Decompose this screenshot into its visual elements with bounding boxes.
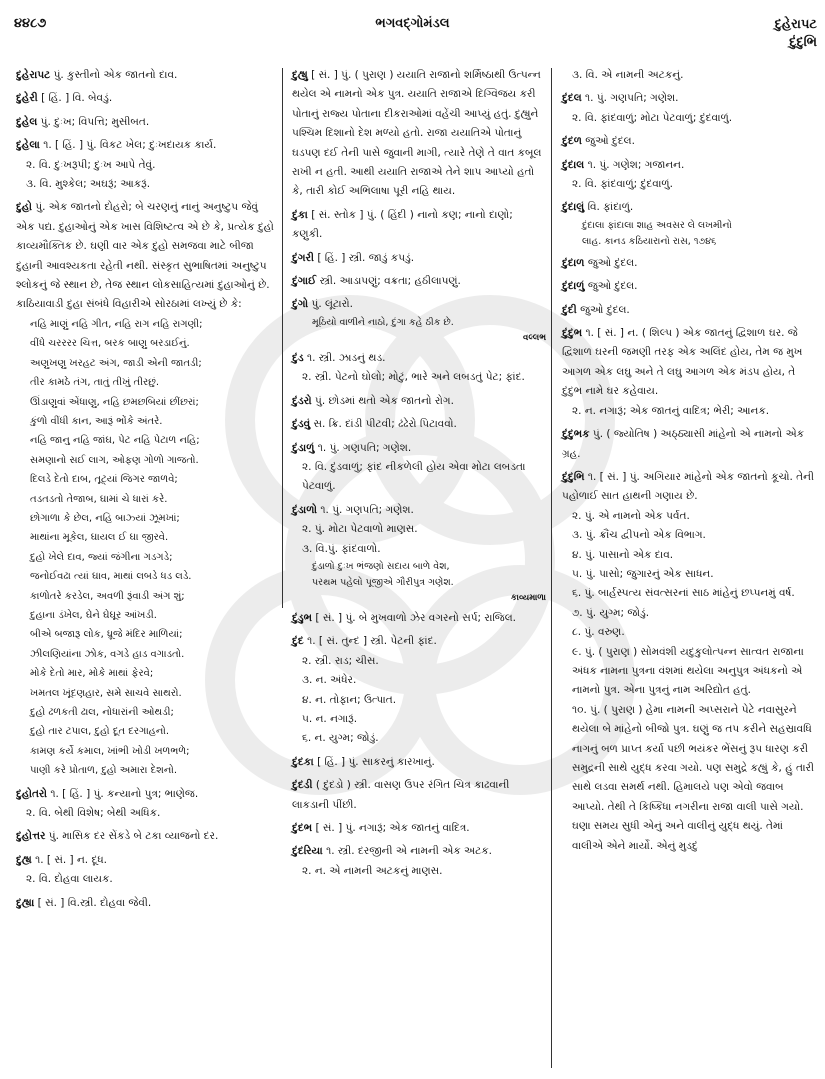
entry-headword: દુહેલ <box>16 115 38 128</box>
quoted-verse-line: સમણાનો સઈ લાગ, ઓફણ ગોળો ગાજતો. <box>30 454 199 466</box>
entry-sense: ૩. પું. ક્રૌંચ દ્વીપનો એક વિભાગ. <box>572 529 706 542</box>
entry-text: જુઓ દુંદલ. <box>587 256 638 269</box>
entry-sense: ૧૦. પું. ( પુરાણ ) હેમા નામની અપ્સરાને પેટે નવાસુરને થયેલા બે માંહેનો બીજો પુત્ર. ઘણું જ તપ કરીને સહસ્રાવધિ નાગનું બળ પ્રાપ્ત કર્યા પછી ભયંકર ભેંસનું રૂપ ધારણ કરી સમુદ્રની સાથે યુદ્ધ કરવા ગયો. પણ સમુદ્રે કહ્યું કે, હું તારી સાથે લડવા સમર્થ નથી. હિમાલયે પણ એવો જવાબ આપ્યો. તેથી તે કિષ્કિંધા નગરીના રાજા વાલી પાસે ગયો. ઘણા સમય સુધી એનું અને વાલીનું યુદ્ધ થયું. તેમાં વાલીએ એને માર્યો. એનું મુડદું <box>572 703 814 852</box>
dictionary-entry <box>292 609 546 628</box>
entry-text: [ સં. ] પું. ( પુરાણ ) યયાતિ રાજાનો શર્મિષ્ઠાથી ઉત્પન્ન થયેલ એ નામનો એક પુત્ર. યયાતિ રાજાએ દિગ્વિજય કરી પોતાનું રાજ્ય પોતાના દીકરાઓમાં વહેંચી આપ્યું હતું. દુહ્યુને પશ્ચિમ દિશાનો દેશ મળ્યો હતો. રાજા યયાતિએ પોતાનું ઘડપણ દઈ તેની પાસે જુવાની માગી, ત્યારે તેણે તે વાત કબૂલ રાખી ન હતી. આથી યયાતિ રાજાએ તેને શાપ આપ્યો હતો કે, તારી કોઈ અભિલાષા પૂરી નહિ થાય. <box>292 69 542 198</box>
entry-definition <box>292 249 546 268</box>
entry-headword: દુંડરો <box>292 394 312 407</box>
entry-sense: ૬. ન. યુગ્મ; જોડું. <box>302 732 379 745</box>
entry-headword: દુંકા <box>292 208 308 221</box>
entry-definition <box>292 501 546 520</box>
entry-headword: દુંદડી <box>292 779 313 792</box>
entry-definition <box>562 277 814 296</box>
entry-sense: ૨. પું. એ નામનો એક પર્વત. <box>572 509 690 522</box>
dictionary-entry <box>292 392 546 411</box>
guide-word-first: દુહેરાપટ <box>774 17 817 32</box>
verse-attribution: કાવ્યમાળા <box>510 592 546 603</box>
entry-sense: ૨. વિ. દુંડવાળું; ફાંદ નીકળેલી હોય એવા મોટા લબડતા પેટવાળું. <box>302 460 526 493</box>
entry-headword: દુંગરી <box>292 251 314 264</box>
dictionary-entry <box>16 66 276 85</box>
entry-text: પું. ( જ્યોતિષ ) અઠ્ઠ્યાસી માંહેનો એ નામનો એક ગ્રહ. <box>562 428 805 460</box>
entry-definition <box>562 132 814 151</box>
entry-text: ૧. [ હિં. ] પું. કન્યાનો પુત્ર; ભાણેજ. <box>50 787 199 800</box>
entry-headword: દુંદુભિ <box>562 470 585 483</box>
entry-headword: દુહોત્તર <box>16 830 46 843</box>
quoted-verse-line: ખમતલ ખૂંદણહાર, સમે સાચવે સાથરો. <box>30 687 182 699</box>
entry-sense: ૬. પું. બાર્હસ્પત્ય સંવત્સરનાં સાઠ માંહેનું છપ્પનમું વર્ષ. <box>572 587 795 600</box>
entry-headword: દુંદળ <box>562 135 582 148</box>
dictionary-entry <box>292 819 546 838</box>
entry-headword: દુંડવું <box>292 418 311 431</box>
entry-headword: દુંદુભક <box>562 428 590 441</box>
dictionary-entry <box>16 785 276 824</box>
entry-headword: દુંદાળું <box>562 280 585 293</box>
entry-text: ૧. પું. ગણેશ; ગજાનન. <box>587 158 685 171</box>
entry-sense: ૨. પું. મોટા પેટવાળો માણસ. <box>302 523 418 536</box>
dictionary-entry <box>292 753 546 772</box>
entry-text: પું. કુસ્તીનો એક જાતનો દાવ. <box>53 69 178 81</box>
dictionary-entry <box>16 827 276 846</box>
dictionary-entry <box>292 206 546 245</box>
entry-sense: ૨. સ્ત્રી. રાડ; ચીસ. <box>302 654 379 667</box>
entry-text: [ સં. સ્તોક ] પું. ( હિંદી ) નાનો કણ; નાનો દાણો; કણુકી. <box>292 208 513 241</box>
dictionary-entry <box>562 132 814 151</box>
entry-text: ૧. [ સં. ] ન. ( શિલ્પ ) એક જાતનું દ્વિશાળ ઘર. જે દ્વિશાળ ઘરની જમણી તરફ એક અલિંદ હોય, તેમ જ મુખ આગળ એક લઘુ અને તે લઘુ આગળ એક મંડપ હોય, તે દુંદુભ નામે ઘર કહેવાય. <box>562 327 803 398</box>
quoted-verse-line: દુહો ખેલે દાવ, જ્યાં જંગીના ગડગડે; <box>30 551 173 563</box>
entry-sense: ૭. પું. યુગ્મ; જોડું. <box>572 606 650 619</box>
entry-text: પું. માસિક દર સેંકડે બે ટકા વ્યાજનો દર. <box>48 830 219 843</box>
dictionary-entry <box>292 415 546 434</box>
entry-sense: ૫. પું. પાસો; જુગારનું એક સાધન. <box>572 567 714 580</box>
guide-word-last: દુંદુભિ <box>789 35 817 50</box>
entry-text: [ સં. ] વિ.સ્ત્રી. દોહવા જેવી. <box>37 896 152 909</box>
entry-definition <box>562 301 814 320</box>
entry-definition <box>562 198 814 217</box>
dictionary-entry <box>292 776 546 815</box>
dictionary-entry <box>562 324 814 421</box>
entry-definition <box>562 468 814 507</box>
entry-sense: ૮. પું. વરુણ. <box>572 626 625 639</box>
dictionary-entry <box>292 249 546 268</box>
quoted-verse-line: બીએ બજારૂ લોક, ધ્રૂજે મંદિર માળિયાં; <box>30 629 183 641</box>
entry-sense: ૪. પું. પાસાનો એક દાવ. <box>572 548 674 561</box>
quoted-verse-line: કામણ કર્યે કમાલ, ખાંભી ખોડી ખળભળે; <box>30 745 190 757</box>
entry-text: ૧. સ્ત્રી. દરજીની એ નામની એક અટક. <box>326 845 492 858</box>
entry-headword: દુહેરાપટ <box>16 69 51 81</box>
entry-headword: દુંદી <box>562 303 577 316</box>
entry-headword: દુંગાઈ <box>292 275 317 288</box>
entry-text: પું. એક જાતનો દોહરો; બે ચરણનું નાનું અનુષ્ટુપ જેવું એક પદ્ય. દુહાઓનું એક ખાસ વિશિષ્ટત્વ એ છે કે, પ્રત્યેક દુહો કાવ્યમૌક્તિક છે. ઘણી વાર એક દુહો સમજવા માટે બીજા દુહાની આવશ્યકતા રહેતી નથી. સંસ્કૃત સુભાષિતમાં અનુષ્ટુપ શ્લોકનું જે સ્થાન છે, તેજ સ્થાન લોકસાહિત્યમાં દુહાઓનું છે. કાઠિયાવાડી દુહા સંબંધે વિહારીએ સોરઠામાં લખ્યું છે કે: <box>16 201 274 311</box>
entry-headword: દુંદલ <box>562 92 582 105</box>
entry-text: ૧. પું. ગણપતિ; ગણેશ. <box>320 503 414 516</box>
dictionary-entry <box>292 66 546 202</box>
entry-sense: ૨. ન. નગારૂં; એક જાતનું વાદિત્ર; ભેરી; આનક. <box>572 404 770 417</box>
entry-text: [ હિં. ] પું. સાકરનું કારખાનું. <box>317 755 435 768</box>
entry-text: ૧. [ હિં. ] પું. વિકટ ખેલ; દુઃખદાયક કાર્ય. <box>43 139 217 152</box>
entry-sense: ૯. પું. ( પુરાણ ) સોમવંશી યદુકુલોત્પન્ન સાત્વત રાજાના અંધક નામના પુત્રના વંશમાં થયેલા અનુપુત્ર અંધકનો એ નામનો પુત્ર. એના પુત્રનું નામ અરિદ્યોત હતું. <box>572 645 804 697</box>
dictionary-entry <box>16 894 276 913</box>
entry-sense: ૨. વિ. ફાંદવાળું; મોટા પેટવાળું; દુંદવાળું. <box>572 111 733 124</box>
verse-attribution: વલ્લભ <box>523 332 546 343</box>
guide-words <box>775 16 817 52</box>
column-right <box>552 66 814 1066</box>
dictionary-entry <box>292 632 546 748</box>
entry-headword: દુહ્યુ <box>292 69 308 81</box>
entry-headword: દુહો <box>16 201 32 214</box>
entry-definition <box>292 272 546 291</box>
entry-definition <box>16 66 276 85</box>
dictionary-entry <box>292 501 546 605</box>
quoted-verse-line: લાહ. કાનડ કઠિયારાનો રાસ, ૧૭૪૬ <box>582 235 717 247</box>
entry-sense: ૪. ન. તોફાન; ઉત્પાત. <box>302 693 397 706</box>
entry-headword: દુહોતરો <box>16 787 47 800</box>
entry-headword: દુંદુભ <box>562 327 583 340</box>
quoted-verse-line: કાળોતરે કરડેલ, અવળી રૂંવાડી અંગ શું; <box>30 590 185 602</box>
entry-text: સ. ક્રિ. દાંડી પીટવી; ઢંઢેરો પિટાવવો. <box>313 418 457 431</box>
entry-text: જુઓ દુંદલ. <box>585 135 635 148</box>
dictionary-entry <box>562 89 814 128</box>
dictionary-entry <box>292 439 546 497</box>
entry-definition <box>292 206 546 245</box>
quoted-verse-line: ઝીલણિયાંના ઝોક, વગડે હાડ વગાડતો. <box>30 648 185 660</box>
entry-headword: દુંદભ <box>292 822 313 834</box>
entry-definition <box>292 632 546 651</box>
quoted-verse-line: પાણી કરે પ્રોતાળ, દુહો અમારા દેશનો. <box>30 765 178 777</box>
quoted-verse-line: તીર કામઠે તંગ, તાતું તીખું તીરછું. <box>30 377 160 389</box>
quoted-verse-line: દુંદાલા ફાંદાલા શાહ અવસર લે લખમીનો <box>582 219 732 231</box>
entry-sense: ૨. વિ. ફાંદવાળું; દુંદવાળું. <box>572 178 673 191</box>
entry-text: ૧. સ્ત્રી. ઝાડનું થડ. <box>306 351 386 364</box>
entry-headword: દુંદરિયા <box>292 845 323 858</box>
quoted-verse-line: તડતડતો તેજાબ, ઘામાં ચે ધારાં કરે. <box>30 493 168 505</box>
entry-headword: દુંદાલું <box>562 201 585 214</box>
entry-headword: દુંદ <box>292 635 304 648</box>
entry-headword: દુંદાળ <box>562 256 585 269</box>
dictionary-entry <box>16 89 276 108</box>
quoted-verse-line: દુહો ઢળકતી ઢાલ, નોધારાંની ઓથડી; <box>30 707 174 718</box>
entry-sense: ૩. વિ. એ નામની અટકનું. <box>572 69 684 81</box>
dictionary-entry <box>16 136 276 194</box>
entry-text: [ સં. ] પું. બે મુખવાળો ઝેર વગરનો સર્પ; રાજિલ. <box>315 611 516 624</box>
entry-definition <box>562 254 814 273</box>
quoted-verse-line: માથાંના મૂકેલ, ઘાયલ ઈ ઘા જીરવે. <box>30 532 169 544</box>
entry-definition <box>562 89 814 108</box>
quoted-verse-line: વીંધે ચરરરર ચિત્ત, બરક બાણુ બરડાઈનું. <box>30 338 190 350</box>
dictionary-entry <box>292 272 546 291</box>
entry-definition <box>292 295 546 314</box>
entry-sense: ૨. વિ. દોહવા લાયક. <box>26 873 113 886</box>
entry-text: જુઓ દુંદલ. <box>580 303 630 316</box>
entry-text: પું. છોડમાં થતો એક જાતનો રોગ. <box>315 394 454 407</box>
quoted-verse-line: છોગાળા કે છેલ, નહિ બાઝ્યાં ઝૂમખાં; <box>30 512 180 524</box>
entry-headword: દુંડુભ <box>292 611 313 624</box>
quoted-verse-line: દુહો તાર ટપાલ, દુહો દૂત દરગાહનો. <box>30 726 170 738</box>
entry-definition <box>16 113 276 132</box>
entry-headword: દુહ્યા <box>16 896 35 909</box>
dictionary-entry <box>562 301 814 320</box>
dictionary-entry <box>562 277 814 296</box>
dictionary-entry <box>16 113 276 132</box>
entry-definition <box>16 136 276 155</box>
entry-sense: ૩. વિ.પું. ફાંદવાળો. <box>302 542 381 555</box>
entry-text: ૧. પું. ગણપતિ; ગણેશ. <box>585 92 679 105</box>
entry-definition <box>16 198 276 314</box>
dictionary-title: ભગવદ્ગોમંડલ <box>375 16 450 31</box>
entry-definition <box>16 894 276 913</box>
quoted-verse-line: પરથમ પહેલો પૂજીએ ગૌરીપુત્ર ગણેશ. <box>312 576 454 588</box>
entry-definition <box>16 827 276 846</box>
entry-text: [ હિં. ] સ્ત્રી. જાડું કપડું. <box>317 251 415 264</box>
entry-text: વિ. ફાંદાળું. <box>587 201 634 214</box>
quoted-verse-line: જનોઈવઢા ત્યાં ઘાવ, માથાં લબડે ધડ લડે. <box>30 571 192 583</box>
entry-text: ૧. [ સં. તુન્દ ] સ્ત્રી. પેટની ફાંદ. <box>307 635 437 648</box>
quoted-verse-line: ઊંડાણુવાં એંધાણુ, નહિ છમછબિયાં છીંછરાં; <box>30 396 199 408</box>
quoted-verse-line: મૂઠિયો વાળીને નાઠો, દુંગા કહે ઠીક છે. <box>312 316 454 328</box>
entry-text: ૧. [ સં. ] ન. દૂધ. <box>35 853 107 866</box>
entry-headword: દુંડ <box>292 351 304 364</box>
entry-text: ૧. [ સં. ] પું. અગિયાર માંહેનો એક જાતનો કૂચો. તેની પહોળાઈ સાત હાથની ગણાય છે. <box>562 470 814 503</box>
entry-definition <box>292 753 546 772</box>
entry-definition <box>292 349 546 368</box>
dictionary-columns <box>16 66 816 1066</box>
entry-headword: દુંદકા <box>292 755 314 768</box>
dictionary-entry <box>292 349 546 388</box>
entry-sense: ૫. ન. નગારૂં. <box>302 712 358 725</box>
entry-definition <box>292 415 546 434</box>
entry-text: પું. લૂંટારો. <box>311 298 354 311</box>
entry-definition <box>16 89 276 108</box>
page-header <box>0 0 825 60</box>
entry-sense: ૩. વિ. મુશ્કેલ; અઘરૂં; આકરૂં. <box>26 178 151 191</box>
entry-text: ૧. પું. ગણપતિ; ગણેશ. <box>317 441 412 454</box>
entry-sense: ૨. વિ. બેથી વિશેષ; બેથી અધિક. <box>26 807 161 820</box>
dictionary-entry <box>16 851 276 890</box>
dictionary-entry <box>292 295 546 344</box>
quoted-verse-line: દુંડાળો દુઃખ ભંજણો સદાય બાળે વેશ, <box>312 560 450 572</box>
entry-definition <box>292 439 546 458</box>
entry-definition <box>562 156 814 175</box>
entry-headword: દુહેલા <box>16 139 40 152</box>
entry-text: [ સં. ] પું. નગારૂં; એક જાતનું વાદિત્ર. <box>315 822 470 834</box>
entry-sense: ૩. ન. અંધેર. <box>302 674 357 687</box>
entry-sense: ૨. સ્ત્રી. પેટનો ઘોલો; મોટું, ભારે અને લબડતું પેટ; ફાંદ. <box>302 371 525 384</box>
entry-headword: દુંડાળું <box>292 441 315 454</box>
quoted-verse-line: દિલડે દેતો દાબ, તૂટ્યાં જિગર જાળવે; <box>30 474 178 486</box>
dictionary-entry <box>16 198 276 780</box>
entry-definition <box>562 425 814 464</box>
quoted-verse-line: મોકે દેતો માર, મોકે માથાં ફેરવે; <box>30 668 154 680</box>
entry-text: ( દુંદડો ) સ્ત્રી. વાસણ ઉપર રંગિત ચિત્ર કાઢવાની લાકડાની પીંછી. <box>292 779 510 811</box>
entry-definition <box>16 785 276 804</box>
entry-headword: દુંદાલ <box>562 158 585 171</box>
entry-text: સ્ત્રી. આડાપણું; વક્રતા; હઠીલાપણું. <box>319 275 461 288</box>
entry-definition <box>292 842 546 861</box>
column-middle <box>282 66 552 1066</box>
quoted-verse-line: નહિ જાનુ નહિ જાંઘ, પેટ નહિ પેટાળ નહિ; <box>30 435 200 447</box>
dictionary-entry <box>562 254 814 273</box>
entry-text: [ હિં. ] વિ. બેવડું. <box>41 92 113 105</box>
quoted-verse-line: દુહાના ડંખેલ, ઘેને ઘેઘૂર આંખડી. <box>30 609 157 621</box>
entry-headword: દુંગો <box>292 298 309 311</box>
entry-headword: દુહેરી <box>16 92 38 105</box>
entry-definition <box>292 609 546 628</box>
dictionary-entry <box>292 842 546 881</box>
page-number: ૪૪૮૭ <box>14 16 47 31</box>
entry-definition <box>16 851 276 870</box>
entry-definition <box>292 776 546 815</box>
dictionary-entry <box>562 468 814 856</box>
quoted-verse-line: નહિ માણું નહિ ગીત, નહિ રાગ નહિ રાગણી; <box>30 318 203 330</box>
entry-definition <box>292 66 546 202</box>
dictionary-entry <box>562 66 814 85</box>
dictionary-entry <box>562 156 814 195</box>
entry-headword: દુંડાળો <box>292 503 318 516</box>
dictionary-entry <box>562 198 814 249</box>
entry-text: પું. દુઃખ; વિપત્તિ; મુસીબત. <box>40 115 150 128</box>
entry-definition <box>292 392 546 411</box>
entry-headword: દુહ્ય <box>16 853 32 866</box>
entry-text: જુઓ દુંદલ. <box>587 280 638 293</box>
entry-definition <box>562 324 814 402</box>
column-left <box>16 66 282 1066</box>
dictionary-entry <box>562 425 814 464</box>
entry-definition <box>292 819 546 838</box>
quoted-verse-line: અણુખણુ ખરહટ અંગ, જાડી એની જાતડી; <box>30 357 202 369</box>
quoted-verse-line: કુંળો વીંધી કાન, આરૂં ભોંકે અંતરે. <box>30 415 163 427</box>
entry-sense: ૨. ન. એ નામની અટકનું માણસ. <box>302 864 443 877</box>
entry-sense: ૨. વિ. દુઃખરૂપી; દુઃખ આપે તેવું. <box>26 158 156 171</box>
